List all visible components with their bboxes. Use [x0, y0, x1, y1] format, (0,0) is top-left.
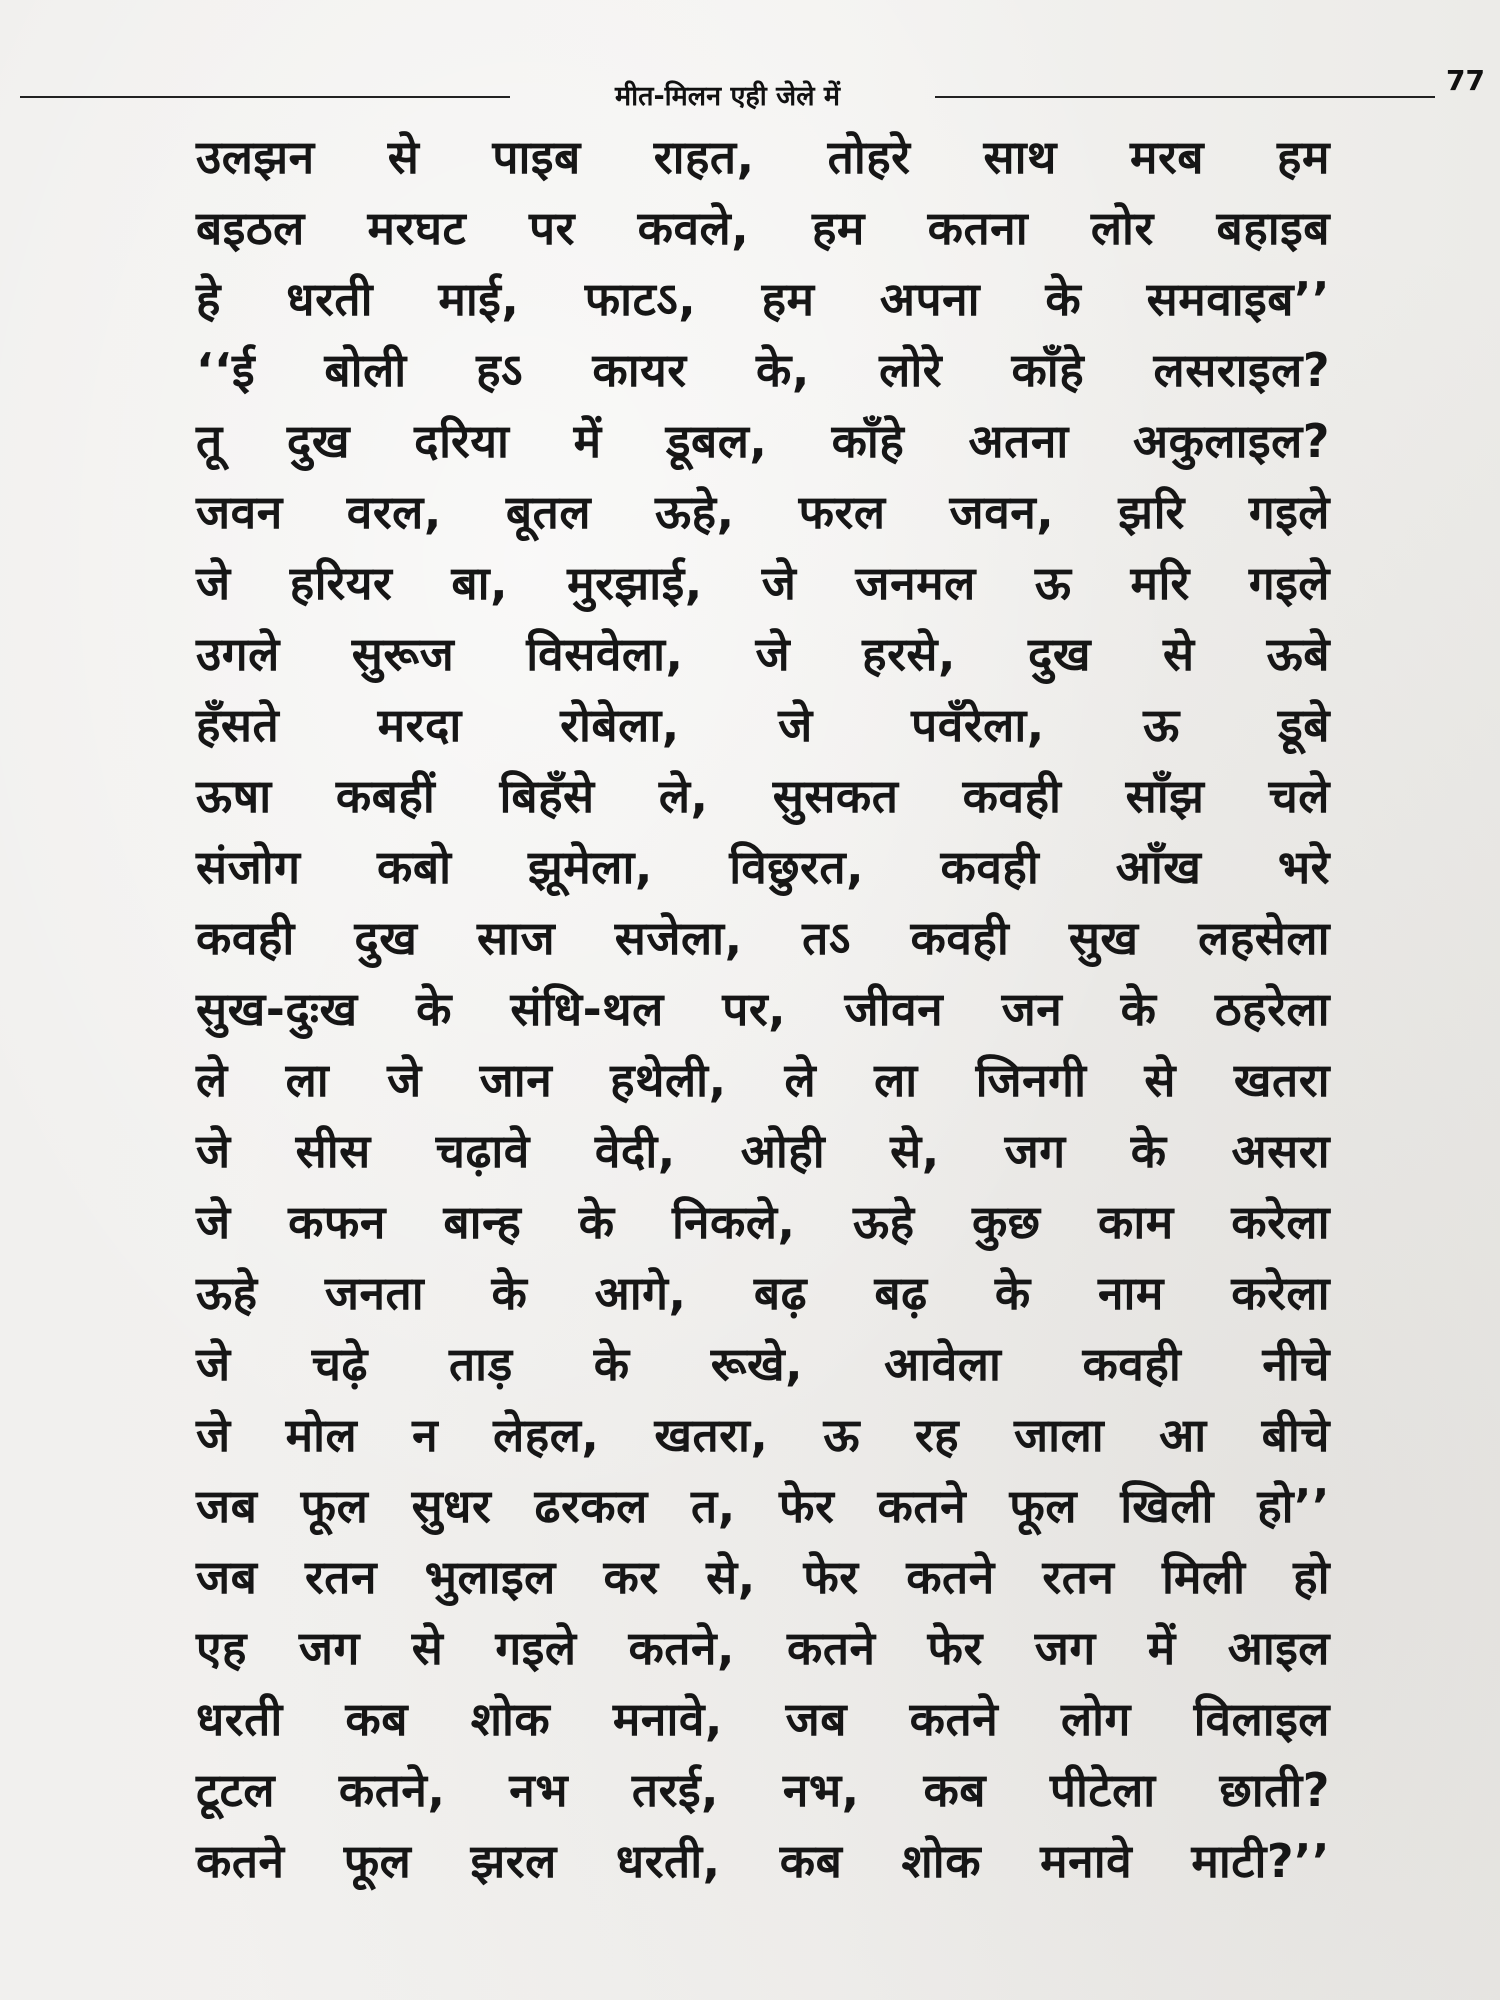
verse-line: जे मोल न लेहल, खतरा, ऊ रह जाला आ बीचे — [196, 1408, 1330, 1462]
poem-text — [196, 122, 1330, 1897]
header-rule-right — [935, 96, 1435, 98]
verse-line: जे कफन बान्ह के निकले, ऊहे कुछ काम करेला — [196, 1195, 1330, 1249]
verse-line: ‘‘ई बोली हऽ कायर के, लोरे काँहे लसराइल? — [196, 343, 1330, 397]
verse-line: बइठल मरघट पर कवले, हम कतना लोर बहाइब — [196, 201, 1330, 255]
verse-line: तू दुख दरिया में डूबल, काँहे अतना अकुलाइल? — [196, 414, 1330, 468]
verse-line: ऊषा कबहीं बिहँसे ले, सुसकत कवही साँझ चले — [196, 769, 1330, 823]
verse-line: हे धरती माई, फाटऽ, हम अपना के समवाइब’’ — [196, 272, 1330, 326]
verse-line: जवन वरल, बूतल ऊहे, फरल जवन, झरि गइले — [196, 485, 1330, 539]
verse-line: टूटल कतने, नभ तरई, नभ, कब पीटेला छाती? — [196, 1763, 1330, 1817]
verse-line: हँसते मरदा रोबेला, जे पवँरेला, ऊ डूबे — [196, 698, 1330, 752]
verse-line: धरती कब शोक मनावे, जब कतने लोग विलाइल — [196, 1692, 1330, 1746]
verse-line: एह जग से गइले कतने, कतने फेर जग में आइल — [196, 1621, 1330, 1675]
running-header — [20, 64, 1485, 120]
verse-line: संजोग कबो झूमेला, विछुरत, कवही आँख भरे — [196, 840, 1330, 894]
verse-line: ऊहे जनता के आगे, बढ़ बढ़ के नाम करेला — [196, 1266, 1330, 1320]
verse-line: जब रतन भुलाइल कर से, फेर कतने रतन मिली हो — [196, 1550, 1330, 1604]
verse-line: उलझन से पाइब राहत, तोहरे साथ मरब हम — [196, 130, 1330, 184]
verse-line: जे हरियर बा, मुरझाई, जे जनमल ऊ मरि गइले — [196, 556, 1330, 610]
verse-line: जे सीस चढ़ावे वेदी, ओही से, जग के असरा — [196, 1124, 1330, 1178]
verse-line: सुख-दुःख के संधि-थल पर, जीवन जन के ठहरेला — [196, 982, 1330, 1036]
verse-line: जे चढ़े ताड़ के रूखे, आवेला कवही नीचे — [196, 1337, 1330, 1391]
verse-line: कतने फूल झरल धरती, कब शोक मनावे माटी?’’ — [196, 1834, 1330, 1888]
verse-line: जब फूल सुधर ढरकल त, फेर कतने फूल खिली हो’’ — [196, 1479, 1330, 1533]
verse-line: उगले सुरूज विसवेला, जे हरसे, दुख से ऊबे — [196, 627, 1330, 681]
page-number: 77 — [1446, 64, 1485, 97]
header-rule-left — [20, 96, 510, 98]
chapter-title: मीत-मिलन एही जेले में — [614, 81, 841, 112]
verse-line: ले ला जे जान हथेली, ले ला जिनगी से खतरा — [196, 1053, 1330, 1107]
verse-line: कवही दुख साज सजेला, तऽ कवही सुख लहसेला — [196, 911, 1330, 965]
